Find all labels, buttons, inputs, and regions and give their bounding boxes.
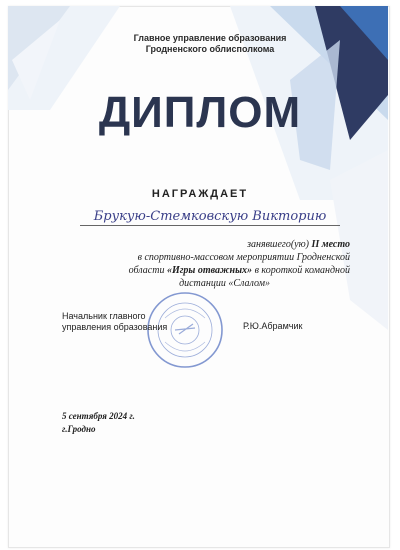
awards-heading: НАГРАЖДАЕТ [151,188,249,200]
place-awarded: II место [311,239,350,250]
issuer-line-1: Главное управление образования [133,33,287,43]
signatory-position-line-2: управления образования [62,322,168,332]
signatory-position [62,311,167,333]
diploma-title: ДИПЛОМ [98,88,302,137]
description-line-2: в спортивно-массовом мероприятии Гродненской [137,252,350,263]
event-name: «Игры отважных» [166,265,253,276]
description-prefix: занявшего(ую) [247,239,312,250]
description-region: области [128,265,167,276]
issue-date-block [62,410,135,436]
recipient-name: Брукую-Стемковскую Викторию [80,209,340,226]
issue-date: 5 сентября 2024 г. [62,411,135,421]
signatory-position-line-1: Начальник главного [62,311,146,321]
description-line-1 [60,238,350,251]
issuer-header [110,33,310,55]
description-line-3 [60,264,350,277]
description-suffix: в короткой командной [252,265,350,276]
award-description [60,238,350,290]
description-line-4: дистанции «Слалом» [179,278,270,289]
issue-place: г.Гродно [62,424,96,434]
issuer-line-2: Гродненского облисполкома [145,44,275,54]
signatory-name: Р.Ю.Абрамчик [243,321,303,331]
